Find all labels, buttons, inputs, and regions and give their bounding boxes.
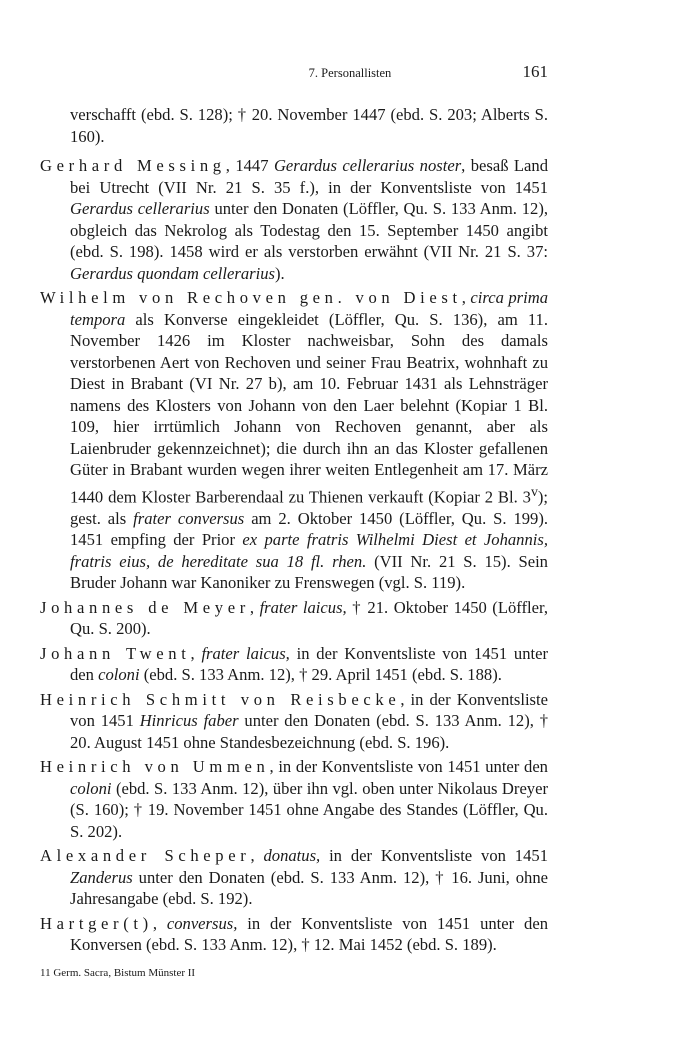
entry-text: , [250,846,264,866]
entry-name: Hartger(t) [40,913,153,933]
entry-latin: Gerardus cellerarius noster [273,156,462,175]
entry-heinrich-von-ummen [40,756,548,842]
entry-text: unter den Donaten (ebd. S. 133 Anm. 12), † 20. August 1451 ohne Standesbezeichnung (ebd. S. 196). [70,711,548,752]
entry-text: † 21. Oktober 1450 (Löffler, Qu. S. 200). [70,597,549,639]
entry-johann-twent [40,643,548,686]
entry-text: , [249,597,260,617]
entry-gerhard-messing [40,155,548,284]
entry-johannes-de-meyer [40,597,548,640]
entry-text: am 2. Oktober 1450 (Löffler, Qu. S. 199). 1451 empfing der Prior [70,508,549,550]
running-head: 7. Personallisten [308,66,392,80]
entry-text: ). [274,263,285,283]
entry-name: Johann Twent [40,643,191,663]
entry-text: in der Konventsliste von 1451 unter den Konversen (ebd. S. 133 Anm. 12), † 12. Mai 1452 (ebd. S. 189). [70,913,548,955]
entry-latin: frater laicus, [201,643,290,663]
entry-latin: frater laicus, [259,597,347,617]
entry-name: Gerhard Messing [40,156,226,175]
entry-latin: Gerardus cellerarius [70,199,210,218]
entry-heinrich-schmitt [40,689,548,754]
folio-verso-mark: v [530,483,538,499]
entry-text: , 1447 [225,156,274,175]
entry-name: Johannes de Meyer [40,597,250,617]
entry-name: Heinrich Schmitt von Reisbecke [40,689,401,709]
entry-text: (ebd. S. 133 Anm. 12), † 29. April 1451 (ebd. S. 188). [139,665,502,685]
entry-alexander-scheper [40,845,548,910]
entry-latin: Gerardus quondam cellerarius [70,263,275,283]
entry-hartgert [40,913,548,956]
entry-latin: Zanderus [70,867,133,887]
entry-latin: circa prima tempora [70,288,548,329]
page-body [40,104,548,959]
entry-text: , [190,643,202,663]
entry-latin: frater conversus [133,508,245,528]
entry-name: Wilhelm von Rechoven gen. von Diest [40,288,462,307]
entry-text: in der Konventsliste von 1451 [320,846,548,866]
entry-name: Heinrich von Ummen [40,757,270,777]
entry-text: ); gest. als [70,487,548,528]
continuation-text: verschafft (ebd. S. 128); † 20. November 1447 (ebd. S. 203; Alberts S. 160). [70,105,548,146]
entry-latin: ex parte fratris Wilhelmi Diest et Johannis, fratris eius, de hereditate sua 18 fl. rhen. [70,530,548,571]
entry-text: (ebd. S. 133 Anm. 12), über ihn vgl. oben unter Nikolaus Dreyer (S. 160); † 19. November 1451 ohne Angabe des Standes (Löffler, Qu. S. 202). [70,778,548,841]
footer-signature: 11 Germ. Sacra, Bistum Münster II [40,967,196,979]
entry-wilhelm-von-rechoven [40,287,548,594]
entry-text: , in der Konventsliste von 1451 unter den [269,757,548,777]
entry-latin: coloni [70,778,112,798]
entry-text: unter den Donaten (Löffler, Qu. S. 133 Anm. 12), obgleich das Nekrolog als Todestag den 15. September 1450 angibt (ebd. S. 198). 1458 wird er als verstorben erwähnt (VII Nr. 21 S. 37: [70,199,548,261]
entry-text: , [461,288,471,307]
entry-text: , [152,913,167,933]
entry-latin: donatus, [263,846,321,866]
entry-text: , in der Konventsliste von 1451 [70,689,548,731]
entry-latin: conversus, [166,913,238,933]
entry-text: in der Konventsliste von 1451 unter den [70,643,549,685]
page-number: 161 [522,62,548,81]
continuation-paragraph [40,104,548,147]
entry-latin: coloni [98,665,140,685]
entry-text: (VII Nr. 21 S. 15). Sein Bruder Johann war Kanoniker zu Frenswegen (vgl. S. 119). [70,551,548,593]
entry-text: , besaß Land bei Utrecht (VII Nr. 21 S. 35 f.), in der Konventsliste von 1451 [70,156,549,197]
entry-name: Alexander Scheper [40,846,251,866]
entry-text: als Konverse eingekleidet (Löffler, Qu. S. 136), am 11. November 1426 im Kloster nachweisbar, Sohn des damals verstorbenen Aert von Rechoven und seiner Frau Beatrix, wohnhaft zu Diest in Brabant (VI Nr. 27 b), am 10. Februar 1431 als Lehnsträger namens des Klosters von Johann von den Laer belehnt (Kopiar 1 Bl. 109, hier irrtümlich Johann von Rechoven genannt, aber als Laienbruder gekennzeichnet); die durch ihn an das Kloster gefallenen Güter in Brabant wurden wegen ihrer weiten Entlegenheit am 17. März 1440 dem Kloster Barberendaal zu Thienen verkauft (Kopiar 2 Bl. 3 [70,309,548,507]
entry-text: unter den Donaten (ebd. S. 133 Anm. 12), † 16. Juni, ohne Jahresangabe (ebd. S. 192). [70,867,548,909]
entry-latin: Hinricus faber [139,711,239,731]
